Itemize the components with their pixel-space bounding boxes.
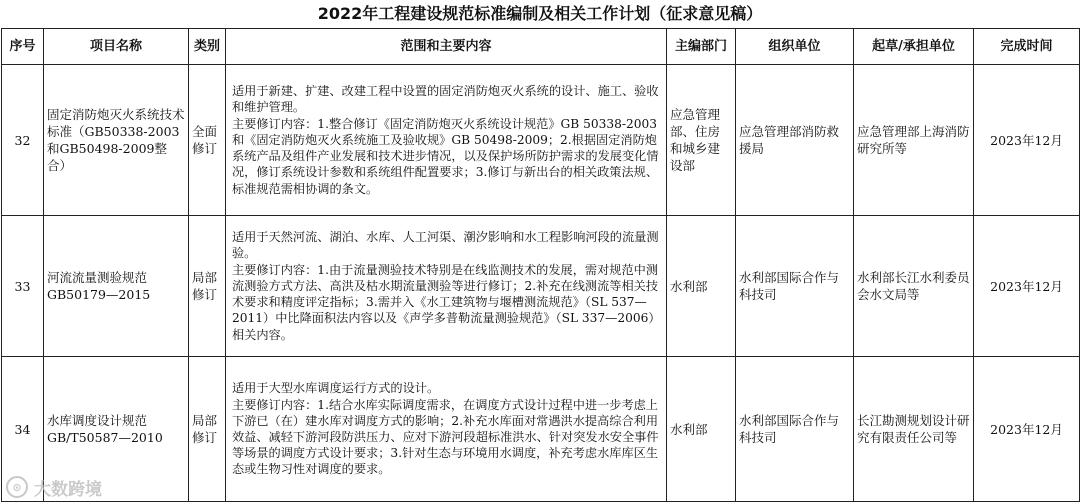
- row-category: 全面修订: [189, 65, 226, 216]
- row-project-name: 固定消防炮灭火系统技术标准（GB50338-2003和GB50498-2009整合）: [44, 65, 189, 216]
- header-deadline: 完成时间: [974, 29, 1080, 65]
- header-category: 类别: [189, 29, 226, 65]
- scope-applicability: 适用于新建、扩建、改建工程中设置的固定消防炮灭火系统的设计、施工、验收和维护管理。: [232, 84, 659, 115]
- row-deadline: 2023年12月: [974, 357, 1080, 502]
- scope-applicability: 适用于大型水库调度运行方式的设计。: [232, 381, 440, 396]
- row-scope: [226, 357, 667, 502]
- header-name: 项目名称: [44, 29, 189, 65]
- row-drafter: 长江勘测规划设计研究有限责任公司等: [854, 357, 974, 502]
- scope-revisions: 主要修订内容：1.由于流量测验技术特别是在线监测技术的发展，需对规范中测流测验方式方法、高洪及枯水期流量测验等进行修订；2.补充在线测流等相关技术要求和精度评定指标；3.需并入《水工建筑物与堰槽测流规范》（SL 537—2011）中比降面积法内容以及《声学多普勒流量测验规范》（SL 337—2006）相关内容。: [232, 262, 659, 342]
- row-no: 32: [2, 65, 44, 216]
- watermark: [6, 474, 102, 500]
- row-org: 应急管理部消防救援局: [736, 65, 854, 216]
- scope-revisions: 主要修订内容：1.结合水库实际调度需求，在调度方式设计过程中进一步考虑上下游已（在）建水库对调度方式的影响；2.补充水库面对常遇洪水提高综合利用效益、减轻下游河段防洪压力、应对下游河段超标准洪水、针对突发水安全事件等场景的调度方式设计要求；3.针对生态与环境用水调度，补充考虑水库库区生态或生物习性对调度的要求。: [232, 397, 659, 477]
- row-no: 34: [2, 357, 44, 502]
- row-dept: 水利部: [667, 216, 736, 357]
- table-row: [2, 216, 1080, 357]
- row-drafter: 应急管理部上海消防研究所等: [854, 65, 974, 216]
- row-deadline: 2023年12月: [974, 216, 1080, 357]
- row-scope: [226, 65, 667, 216]
- header-scope: 范围和主要内容: [226, 29, 667, 65]
- document-title: 2022年工程建设规范标准编制及相关工作计划（征求意见稿）: [317, 4, 763, 23]
- row-project-name: 河流流量测验规范GB50179—2015: [44, 216, 189, 357]
- table-row: [2, 357, 1080, 502]
- header-drafter: 起草/承担单位: [854, 29, 974, 65]
- row-category: 局部修订: [189, 357, 226, 502]
- table-row: [2, 65, 1080, 216]
- plan-table: [1, 28, 1080, 502]
- row-dept: 应急管理部、住房和城乡建设部: [667, 65, 736, 216]
- row-deadline: 2023年12月: [974, 65, 1080, 216]
- row-drafter: 水利部长江水利委员会水文局等: [854, 216, 974, 357]
- header-org: 组织单位: [736, 29, 854, 65]
- watermark-text: 大数跨境: [34, 479, 102, 500]
- row-category: 局部修订: [189, 216, 226, 357]
- row-no: 33: [2, 216, 44, 357]
- scope-applicability: 适用于天然河流、湖泊、水库、人工河渠、潮汐影响和水工程影响河段的流量测验。: [232, 230, 659, 261]
- header-no: 序号: [2, 29, 44, 65]
- row-org: 水利部国际合作与科技司: [736, 357, 854, 502]
- row-dept: 水利部: [667, 357, 736, 502]
- row-project-name: 水库调度设计规范GB/T50587—2010: [44, 357, 189, 502]
- scope-revisions: 主要修订内容：1.整合修订《固定消防炮灭火系统设计规范》GB 50338-2003和《固定消防炮灭火系统施工及验收规》GB 50498-2009；2.根据固定消防炮系统产品及组件产业发展和技术进步情况，以及保护场所防护需求的发展变化情况，修订系统设计参数和系统组件配置要求；3.修订与新出台的相关政策法规、标准规范需相协调的条文。: [232, 116, 659, 196]
- header-dept: 主编部门: [667, 29, 736, 65]
- row-scope: [226, 216, 667, 357]
- table-header-row: [2, 29, 1080, 65]
- watermark-logo-icon: ⊙: [6, 476, 28, 498]
- row-org: 水利部国际合作与科技司: [736, 216, 854, 357]
